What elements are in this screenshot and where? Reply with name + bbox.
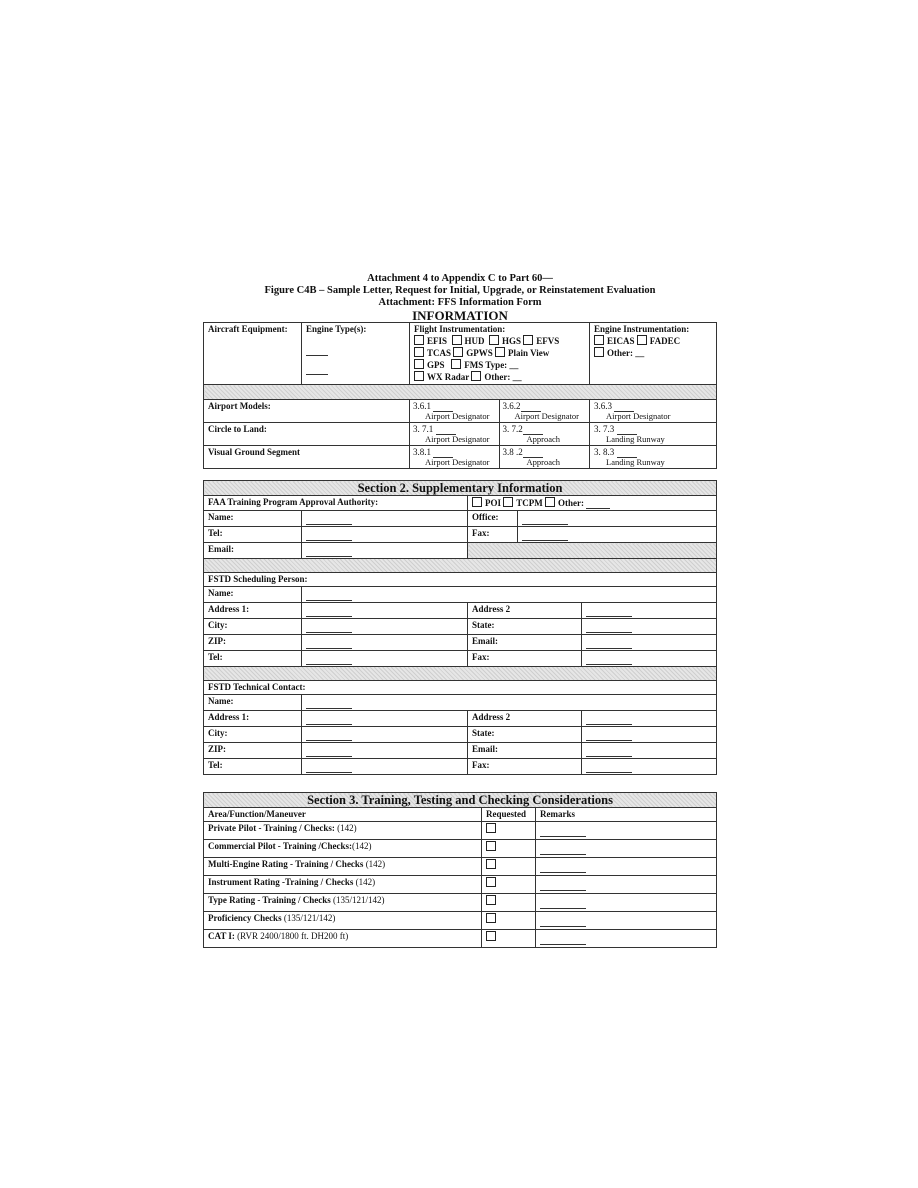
sched-city-label: City:: [204, 619, 302, 635]
tech-email-label: Email:: [468, 743, 582, 759]
airport-models-label: Airport Models:: [204, 400, 410, 423]
eicas-label: EICAS: [607, 336, 635, 346]
figure-title: Figure C4B – Sample Letter, Request for Initial, Upgrade, or Reinstatement Evaluation: [264, 285, 656, 296]
requested-cell: [482, 858, 536, 876]
eicas-checkbox[interactable]: [594, 335, 604, 345]
tech-city-label: City:: [204, 727, 302, 743]
faa-fax-label: Fax:: [468, 527, 518, 543]
office-field[interactable]: [518, 511, 717, 527]
efvs-checkbox[interactable]: [523, 335, 533, 345]
circle-cell-3[interactable]: 3. 7.3 Landing Runway: [590, 423, 717, 446]
plain-view-label: Plain View: [508, 348, 550, 358]
fadec-label: FADEC: [649, 336, 681, 346]
office-label: Office:: [468, 511, 518, 527]
gpws-label: GPWS: [466, 348, 493, 358]
faa-tel-label: Tel:: [204, 527, 302, 543]
requested-cell: [482, 930, 536, 948]
tech-fax-label: Fax:: [468, 759, 582, 775]
gpws-checkbox[interactable]: [453, 347, 463, 357]
visual-ground-row: [204, 446, 717, 469]
col-requested-header: Requested: [482, 808, 536, 822]
poi-checkbox[interactable]: [472, 497, 482, 507]
faa-tel-field[interactable]: [302, 527, 468, 543]
other-authority-blank[interactable]: [586, 500, 610, 509]
table-row: [204, 858, 717, 876]
requested-cell: [482, 822, 536, 840]
engine-types-label: Engine Type(s):: [306, 324, 367, 334]
table-row: [204, 912, 717, 930]
hgs-label: HGS: [502, 336, 522, 346]
faa-authority-label: FAA Training Program Approval Authority:: [204, 496, 468, 511]
table-row: [204, 876, 717, 894]
remarks-field[interactable]: [536, 858, 717, 876]
requested-cell: [482, 840, 536, 858]
sched-tel-field[interactable]: [302, 651, 468, 667]
col-remarks-header: Remarks: [536, 808, 717, 822]
hgs-checkbox[interactable]: [489, 335, 499, 345]
faa-authority-options: POI TCPM Other:: [468, 496, 717, 511]
sched-zip-label: ZIP:: [204, 635, 302, 651]
gps-label: GPS: [427, 360, 445, 370]
efvs-label: EFVS: [536, 336, 560, 346]
engine-other-label: Other: __: [607, 348, 645, 358]
visual-cell-2[interactable]: 3.8 .2 Approach: [502, 447, 561, 467]
remarks-field[interactable]: [536, 912, 717, 930]
flight-instrumentation-label: Flight Instrumentation:: [414, 324, 506, 334]
equipment-row: [204, 323, 717, 385]
remarks-field[interactable]: [536, 876, 717, 894]
col-area-header: Area/Function/Maneuver: [204, 808, 482, 822]
airport-model-cell-1[interactable]: 3.6.1 Airport Designator: [410, 400, 500, 422]
fadec-checkbox[interactable]: [637, 335, 647, 345]
tech-name-field[interactable]: [302, 695, 717, 711]
sched-state-label: State:: [468, 619, 582, 635]
visual-cell-3[interactable]: 3. 8.3 Landing Runway: [590, 446, 717, 469]
flight-instrumentation-cell: [410, 323, 590, 385]
faa-name-label: Name:: [204, 511, 302, 527]
flight-other-checkbox[interactable]: [471, 371, 481, 381]
airport-models-row: [204, 400, 717, 423]
faa-name-field[interactable]: [302, 511, 468, 527]
flight-other-label: Other: __: [484, 372, 522, 382]
tech-city-field[interactable]: [302, 727, 468, 743]
faa-fax-field[interactable]: [518, 527, 717, 543]
requested-cell: [482, 912, 536, 930]
tech-email-field[interactable]: [582, 743, 717, 759]
maneuver-label: Instrument Rating -Training / Checks (142): [204, 876, 482, 894]
engine-type-blank-2[interactable]: [306, 366, 328, 375]
section-3-table: [203, 792, 717, 948]
visual-cell-1[interactable]: 3.8.1 Airport Designator: [410, 446, 500, 468]
circle-cell-2[interactable]: 3. 7.2 Approach: [502, 424, 561, 444]
requested-checkbox[interactable]: [486, 895, 496, 905]
maneuver-label: Proficiency Checks (135/121/142): [204, 912, 482, 930]
section-3-title: Section 3. Training, Testing and Checking Considerations: [204, 793, 717, 808]
technical-title: FSTD Technical Contact:: [204, 681, 717, 695]
tech-tel-field[interactable]: [302, 759, 468, 775]
maneuver-label: Private Pilot - Training / Checks: (142): [204, 822, 482, 840]
sched-address2-field[interactable]: [582, 603, 717, 619]
aircraft-equipment-label: Aircraft Equipment:: [204, 323, 302, 385]
tech-address1-label: Address 1:: [204, 711, 302, 727]
tech-fax-field[interactable]: [582, 759, 717, 775]
tcas-label: TCAS: [427, 348, 452, 358]
sched-email-field[interactable]: [582, 635, 717, 651]
engine-instrumentation-cell: [590, 323, 717, 385]
faa-email-label: Email:: [204, 543, 302, 559]
tcas-checkbox[interactable]: [414, 347, 424, 357]
tech-address2-label: Address 2: [468, 711, 582, 727]
efis-checkbox[interactable]: [414, 335, 424, 345]
hud-checkbox[interactable]: [452, 335, 462, 345]
tech-address1-field[interactable]: [302, 711, 468, 727]
circle-cell-1[interactable]: 3. 7.1 Airport Designator: [410, 423, 500, 445]
information-heading: INFORMATION: [412, 308, 508, 323]
circle-to-land-row: [204, 423, 717, 446]
engine-other-checkbox[interactable]: [594, 347, 604, 357]
remarks-field[interactable]: [536, 822, 717, 840]
airport-model-cell-3[interactable]: 3.6.3 Airport Designator: [590, 400, 717, 423]
shaded-divider: [204, 385, 717, 400]
tcpm-checkbox[interactable]: [503, 497, 513, 507]
sched-city-field[interactable]: [302, 619, 468, 635]
sched-email-label: Email:: [468, 635, 582, 651]
tech-zip-field[interactable]: [302, 743, 468, 759]
tech-state-label: State:: [468, 727, 582, 743]
remarks-field[interactable]: [536, 894, 717, 912]
tech-zip-label: ZIP:: [204, 743, 302, 759]
maneuver-label: Type Rating - Training / Checks (135/121/142): [204, 894, 482, 912]
sched-name-field[interactable]: [302, 587, 717, 603]
table-row: [204, 894, 717, 912]
engine-types-cell: [302, 323, 410, 385]
requested-cell: [482, 894, 536, 912]
requested-checkbox[interactable]: [486, 841, 496, 851]
maneuver-label: Commercial Pilot - Training /Checks:(142): [204, 840, 482, 858]
sched-name-label: Name:: [204, 587, 302, 603]
sched-zip-field[interactable]: [302, 635, 468, 651]
table-row: [204, 840, 717, 858]
section-2-table: [203, 480, 717, 775]
visual-ground-label: Visual Ground Segment: [204, 446, 410, 469]
requested-checkbox[interactable]: [486, 913, 496, 923]
remarks-field[interactable]: [536, 930, 717, 948]
other-authority-checkbox[interactable]: [545, 497, 555, 507]
hud-label: HUD: [464, 336, 485, 346]
tech-address2-field[interactable]: [582, 711, 717, 727]
sched-tel-label: Tel:: [204, 651, 302, 667]
tech-state-field[interactable]: [582, 727, 717, 743]
sched-address1-field[interactable]: [302, 603, 468, 619]
requested-checkbox[interactable]: [486, 859, 496, 869]
fms-type-checkbox[interactable]: [451, 359, 461, 369]
sched-fax-field[interactable]: [582, 651, 717, 667]
fms-type-label: FMS Type: __: [464, 360, 519, 370]
requested-cell: [482, 876, 536, 894]
tech-name-label: Name:: [204, 695, 302, 711]
sched-fax-label: Fax:: [468, 651, 582, 667]
efis-label: EFIS: [427, 336, 448, 346]
form-title: Attachment: FFS Information Form: [378, 297, 542, 308]
plain-view-checkbox[interactable]: [495, 347, 505, 357]
wx-radar-checkbox[interactable]: [414, 371, 424, 381]
maneuver-label: CAT I: (RVR 2400/1800 ft. DH200 ft): [204, 930, 482, 948]
circle-to-land-label: Circle to Land:: [204, 423, 410, 446]
requested-checkbox[interactable]: [486, 823, 496, 833]
engine-instrumentation-label: Engine Instrumentation:: [594, 324, 690, 334]
attachment-title: Attachment 4 to Appendix C to Part 60—: [367, 273, 553, 284]
requested-checkbox[interactable]: [486, 877, 496, 887]
remarks-field[interactable]: [536, 840, 717, 858]
tech-tel-label: Tel:: [204, 759, 302, 775]
airport-model-cell-2[interactable]: 3.6.2 Airport Designator: [502, 401, 579, 421]
scheduling-title: FSTD Scheduling Person:: [204, 573, 717, 587]
wx-radar-label: WX Radar: [427, 372, 470, 382]
information-table: [203, 322, 717, 469]
table-row: [204, 822, 717, 840]
maneuver-label: Multi-Engine Rating - Training / Checks (142): [204, 858, 482, 876]
faa-email-field[interactable]: [302, 543, 468, 559]
engine-type-blank-1[interactable]: [306, 347, 328, 356]
gps-checkbox[interactable]: [414, 359, 424, 369]
table-row: [204, 930, 717, 948]
section-2-title: Section 2. Supplementary Information: [204, 481, 717, 496]
requested-checkbox[interactable]: [486, 931, 496, 941]
sched-address2-label: Address 2: [468, 603, 582, 619]
sched-address1-label: Address 1:: [204, 603, 302, 619]
sched-state-field[interactable]: [582, 619, 717, 635]
